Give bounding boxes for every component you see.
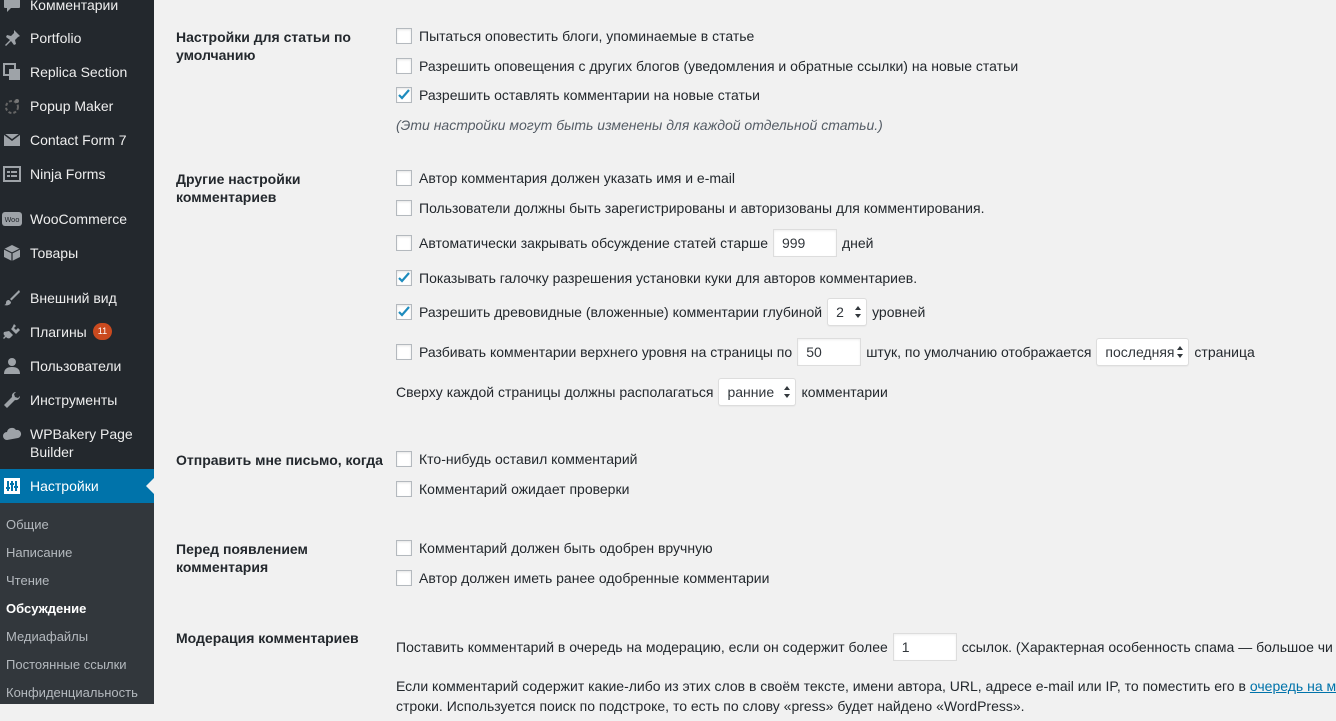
popup-icon bbox=[2, 97, 22, 115]
allow-comments-checkbox[interactable] bbox=[396, 87, 412, 103]
option-label[interactable]: Разбивать комментарии верхнего уровня на страницы по bbox=[419, 344, 793, 360]
sidebar-item-label: Товары bbox=[30, 245, 79, 261]
option-row bbox=[396, 163, 735, 193]
option-label-suffix: страница bbox=[1194, 344, 1255, 360]
admin-sidebar bbox=[0, 0, 154, 704]
section-label-moderation: Модерация комментариев bbox=[176, 630, 359, 646]
select-value: ранние bbox=[727, 384, 775, 400]
option-row bbox=[396, 533, 713, 563]
option-label[interactable]: Автоматически закрывать обсуждение статей старше bbox=[419, 235, 768, 251]
option-label: Сверху каждой страницы должны располагаться bbox=[396, 384, 714, 400]
paginate-comments-checkbox[interactable] bbox=[396, 344, 412, 360]
option-row bbox=[396, 377, 888, 407]
sidebar-item-label: Комментарии bbox=[30, 0, 119, 13]
section-label-before-appear: Перед появлением комментария bbox=[176, 541, 308, 575]
close-comments-checkbox[interactable] bbox=[396, 235, 412, 251]
submenu-item-media[interactable]: Медиафайлы bbox=[6, 629, 89, 644]
submenu-item-general[interactable]: Общие bbox=[6, 517, 49, 532]
checkmark-icon bbox=[397, 305, 411, 319]
submenu-item-privacy[interactable]: Конфиденциальность bbox=[6, 685, 138, 700]
sidebar-item-products[interactable] bbox=[0, 244, 154, 262]
sidebar-item-label: Инструменты bbox=[30, 392, 118, 408]
moderation-queue-link[interactable]: очередь на м bbox=[1249, 678, 1336, 694]
sidebar-item-label: Replica Section bbox=[30, 64, 128, 80]
cookies-consent-checkbox[interactable] bbox=[396, 270, 412, 286]
option-label[interactable]: Пытаться оповестить блоги, упоминаемые в статье bbox=[419, 28, 755, 44]
checkmark-icon bbox=[397, 88, 411, 102]
option-row bbox=[396, 263, 917, 293]
option-label[interactable]: Кто-нибудь оставил комментарий bbox=[419, 451, 638, 467]
copy-icon bbox=[2, 63, 22, 81]
sidebar-item-label: Настройки bbox=[30, 478, 99, 494]
option-label-suffix: комментарии bbox=[801, 384, 888, 400]
pin-icon bbox=[2, 29, 22, 47]
option-label[interactable]: Разрешить оповещения с других блогов (уведомления и обратные ссылки) на новые статьи bbox=[419, 58, 1019, 74]
user-icon bbox=[2, 357, 22, 375]
plug-icon bbox=[2, 323, 22, 341]
option-label-suffix: уровней bbox=[872, 304, 926, 320]
select-value: последняя bbox=[1105, 344, 1175, 360]
section-label-other-comments: Другие настройки комментариев bbox=[176, 171, 301, 205]
moderation-keys-row-2 bbox=[396, 691, 1025, 721]
option-row bbox=[396, 337, 1255, 367]
comment-icon bbox=[2, 0, 22, 14]
sidebar-item-ninja-forms[interactable] bbox=[0, 165, 154, 183]
sidebar-item-comments[interactable] bbox=[0, 0, 154, 14]
article-settings-note: (Эти настройки могут быть изменены для каждой отдельной статьи.) bbox=[396, 117, 883, 133]
mail-icon bbox=[2, 131, 22, 149]
sidebar-item-label: Ninja Forms bbox=[30, 166, 106, 182]
plugins-update-badge: 11 bbox=[93, 323, 112, 340]
sidebar-item-replica-section[interactable] bbox=[0, 63, 154, 81]
sidebar-item-label: Внешний вид bbox=[30, 290, 117, 306]
sidebar-item-label: Portfolio bbox=[30, 30, 82, 46]
section-label-email-me: Отправить мне письмо, когда bbox=[176, 452, 383, 468]
wrench-icon bbox=[2, 391, 22, 409]
submenu-item-discussion[interactable]: Обсуждение bbox=[6, 601, 87, 616]
moderation-description-continued: строки. Используется поиск по подстроке, то есть по слову «press» будет найдено «WordPress». bbox=[396, 698, 1025, 714]
option-row bbox=[396, 563, 769, 593]
option-label[interactable]: Комментарий должен быть одобрен вручную bbox=[419, 540, 713, 556]
sidebar-item-label: WooCommerce bbox=[30, 211, 127, 227]
option-label[interactable]: Пользователи должны быть зарегистрированы и авторизованы для комментирования. bbox=[419, 200, 985, 216]
option-label[interactable]: Комментарий ожидает проверки bbox=[419, 481, 630, 497]
cloud-icon bbox=[2, 425, 22, 443]
sidebar-item-appearance[interactable] bbox=[0, 289, 154, 307]
submenu-item-permalinks[interactable]: Постоянные ссылки bbox=[6, 657, 127, 672]
option-row bbox=[396, 228, 874, 258]
comment-order-select[interactable] bbox=[718, 378, 796, 406]
moderation-links-row bbox=[396, 632, 1333, 662]
thread-depth-select[interactable] bbox=[827, 298, 867, 326]
brush-icon bbox=[2, 289, 22, 307]
sidebar-item-plugins[interactable] bbox=[0, 323, 154, 341]
option-label: Поставить комментарий в очередь на модерацию, если он содержит более bbox=[396, 639, 888, 655]
option-label-middle: штук, по умолчанию отображается bbox=[866, 344, 1092, 360]
select-arrows-icon bbox=[1176, 345, 1184, 359]
option-row bbox=[396, 51, 1018, 81]
notify-blogs-checkbox[interactable] bbox=[396, 28, 412, 44]
moderation-links-input[interactable]: 1 bbox=[893, 633, 957, 661]
option-label-suffix: дней bbox=[841, 235, 874, 251]
select-arrows-icon bbox=[854, 305, 862, 319]
forms-icon bbox=[2, 165, 22, 183]
option-row bbox=[396, 474, 629, 504]
submenu-item-reading[interactable]: Чтение bbox=[6, 573, 50, 588]
option-label[interactable]: Разрешить оставлять комментарии на новые статьи bbox=[419, 87, 760, 103]
require-name-email-checkbox[interactable] bbox=[396, 170, 412, 186]
option-label[interactable]: Показывать галочку разрешения установки куки для авторов комментариев. bbox=[419, 270, 918, 286]
sidebar-item-woocommerce[interactable] bbox=[0, 210, 154, 228]
require-registration-checkbox[interactable] bbox=[396, 200, 412, 216]
woo-icon bbox=[2, 210, 22, 228]
select-value: 2 bbox=[836, 304, 844, 320]
threaded-comments-checkbox[interactable] bbox=[396, 304, 412, 320]
sidebar-item-wpbakery[interactable] bbox=[0, 425, 154, 461]
allow-pingbacks-checkbox[interactable] bbox=[396, 58, 412, 74]
option-row bbox=[396, 193, 984, 223]
option-label-suffix: ссылок. (Характерная особенность спама — большое чи bbox=[961, 639, 1333, 655]
sidebar-item-label: WPBakery Page Builder bbox=[30, 426, 133, 460]
option-label[interactable]: Разрешить древовидные (вложенные) комментарии глубиной bbox=[419, 304, 823, 320]
box-icon bbox=[2, 244, 22, 262]
option-label[interactable]: Автор должен иметь ранее одобренные комментарии bbox=[419, 570, 770, 586]
checkmark-icon bbox=[397, 271, 411, 285]
close-comments-days-input[interactable]: 999 bbox=[773, 229, 837, 257]
sidebar-item-label: Contact Form 7 bbox=[30, 132, 127, 148]
option-row bbox=[396, 80, 760, 110]
email-moderation-checkbox[interactable] bbox=[396, 481, 412, 497]
sidebar-item-users[interactable] bbox=[0, 357, 154, 375]
settings-submenu bbox=[0, 503, 154, 704]
default-page-select[interactable] bbox=[1096, 338, 1189, 366]
svg-text:Woo: Woo bbox=[4, 216, 20, 224]
option-row bbox=[396, 21, 754, 51]
email-new-comment-checkbox[interactable] bbox=[396, 451, 412, 467]
sidebar-item-settings[interactable] bbox=[0, 469, 154, 503]
settings-icon bbox=[2, 477, 22, 495]
manual-approval-checkbox[interactable] bbox=[396, 540, 412, 556]
submenu-item-writing[interactable]: Написание bbox=[6, 545, 73, 560]
sidebar-item-label: Пользователи bbox=[30, 358, 122, 374]
previously-approved-checkbox[interactable] bbox=[396, 570, 412, 586]
sidebar-item-popup-maker[interactable] bbox=[0, 97, 154, 115]
sidebar-item-label: Popup Maker bbox=[30, 98, 114, 114]
sidebar-item-label: Плагины bbox=[30, 324, 87, 340]
option-row bbox=[396, 297, 925, 327]
current-menu-arrow bbox=[146, 478, 154, 494]
moderation-description: Если комментарий содержит какие-либо из этих слов в своём тексте, имени автора, URL, адресе e-mail или IP, то поместить его в bbox=[396, 678, 1246, 694]
option-row bbox=[396, 444, 637, 474]
sidebar-item-tools[interactable] bbox=[0, 391, 154, 409]
sidebar-item-contact-form-7[interactable] bbox=[0, 131, 154, 149]
comments-per-page-input[interactable]: 50 bbox=[797, 338, 861, 366]
select-arrows-icon bbox=[783, 385, 791, 399]
sidebar-item-portfolio[interactable] bbox=[0, 29, 154, 47]
option-label[interactable]: Автор комментария должен указать имя и e-mail bbox=[419, 170, 736, 186]
section-label-default-article: Настройки для статьи по умолчанию bbox=[176, 29, 351, 63]
